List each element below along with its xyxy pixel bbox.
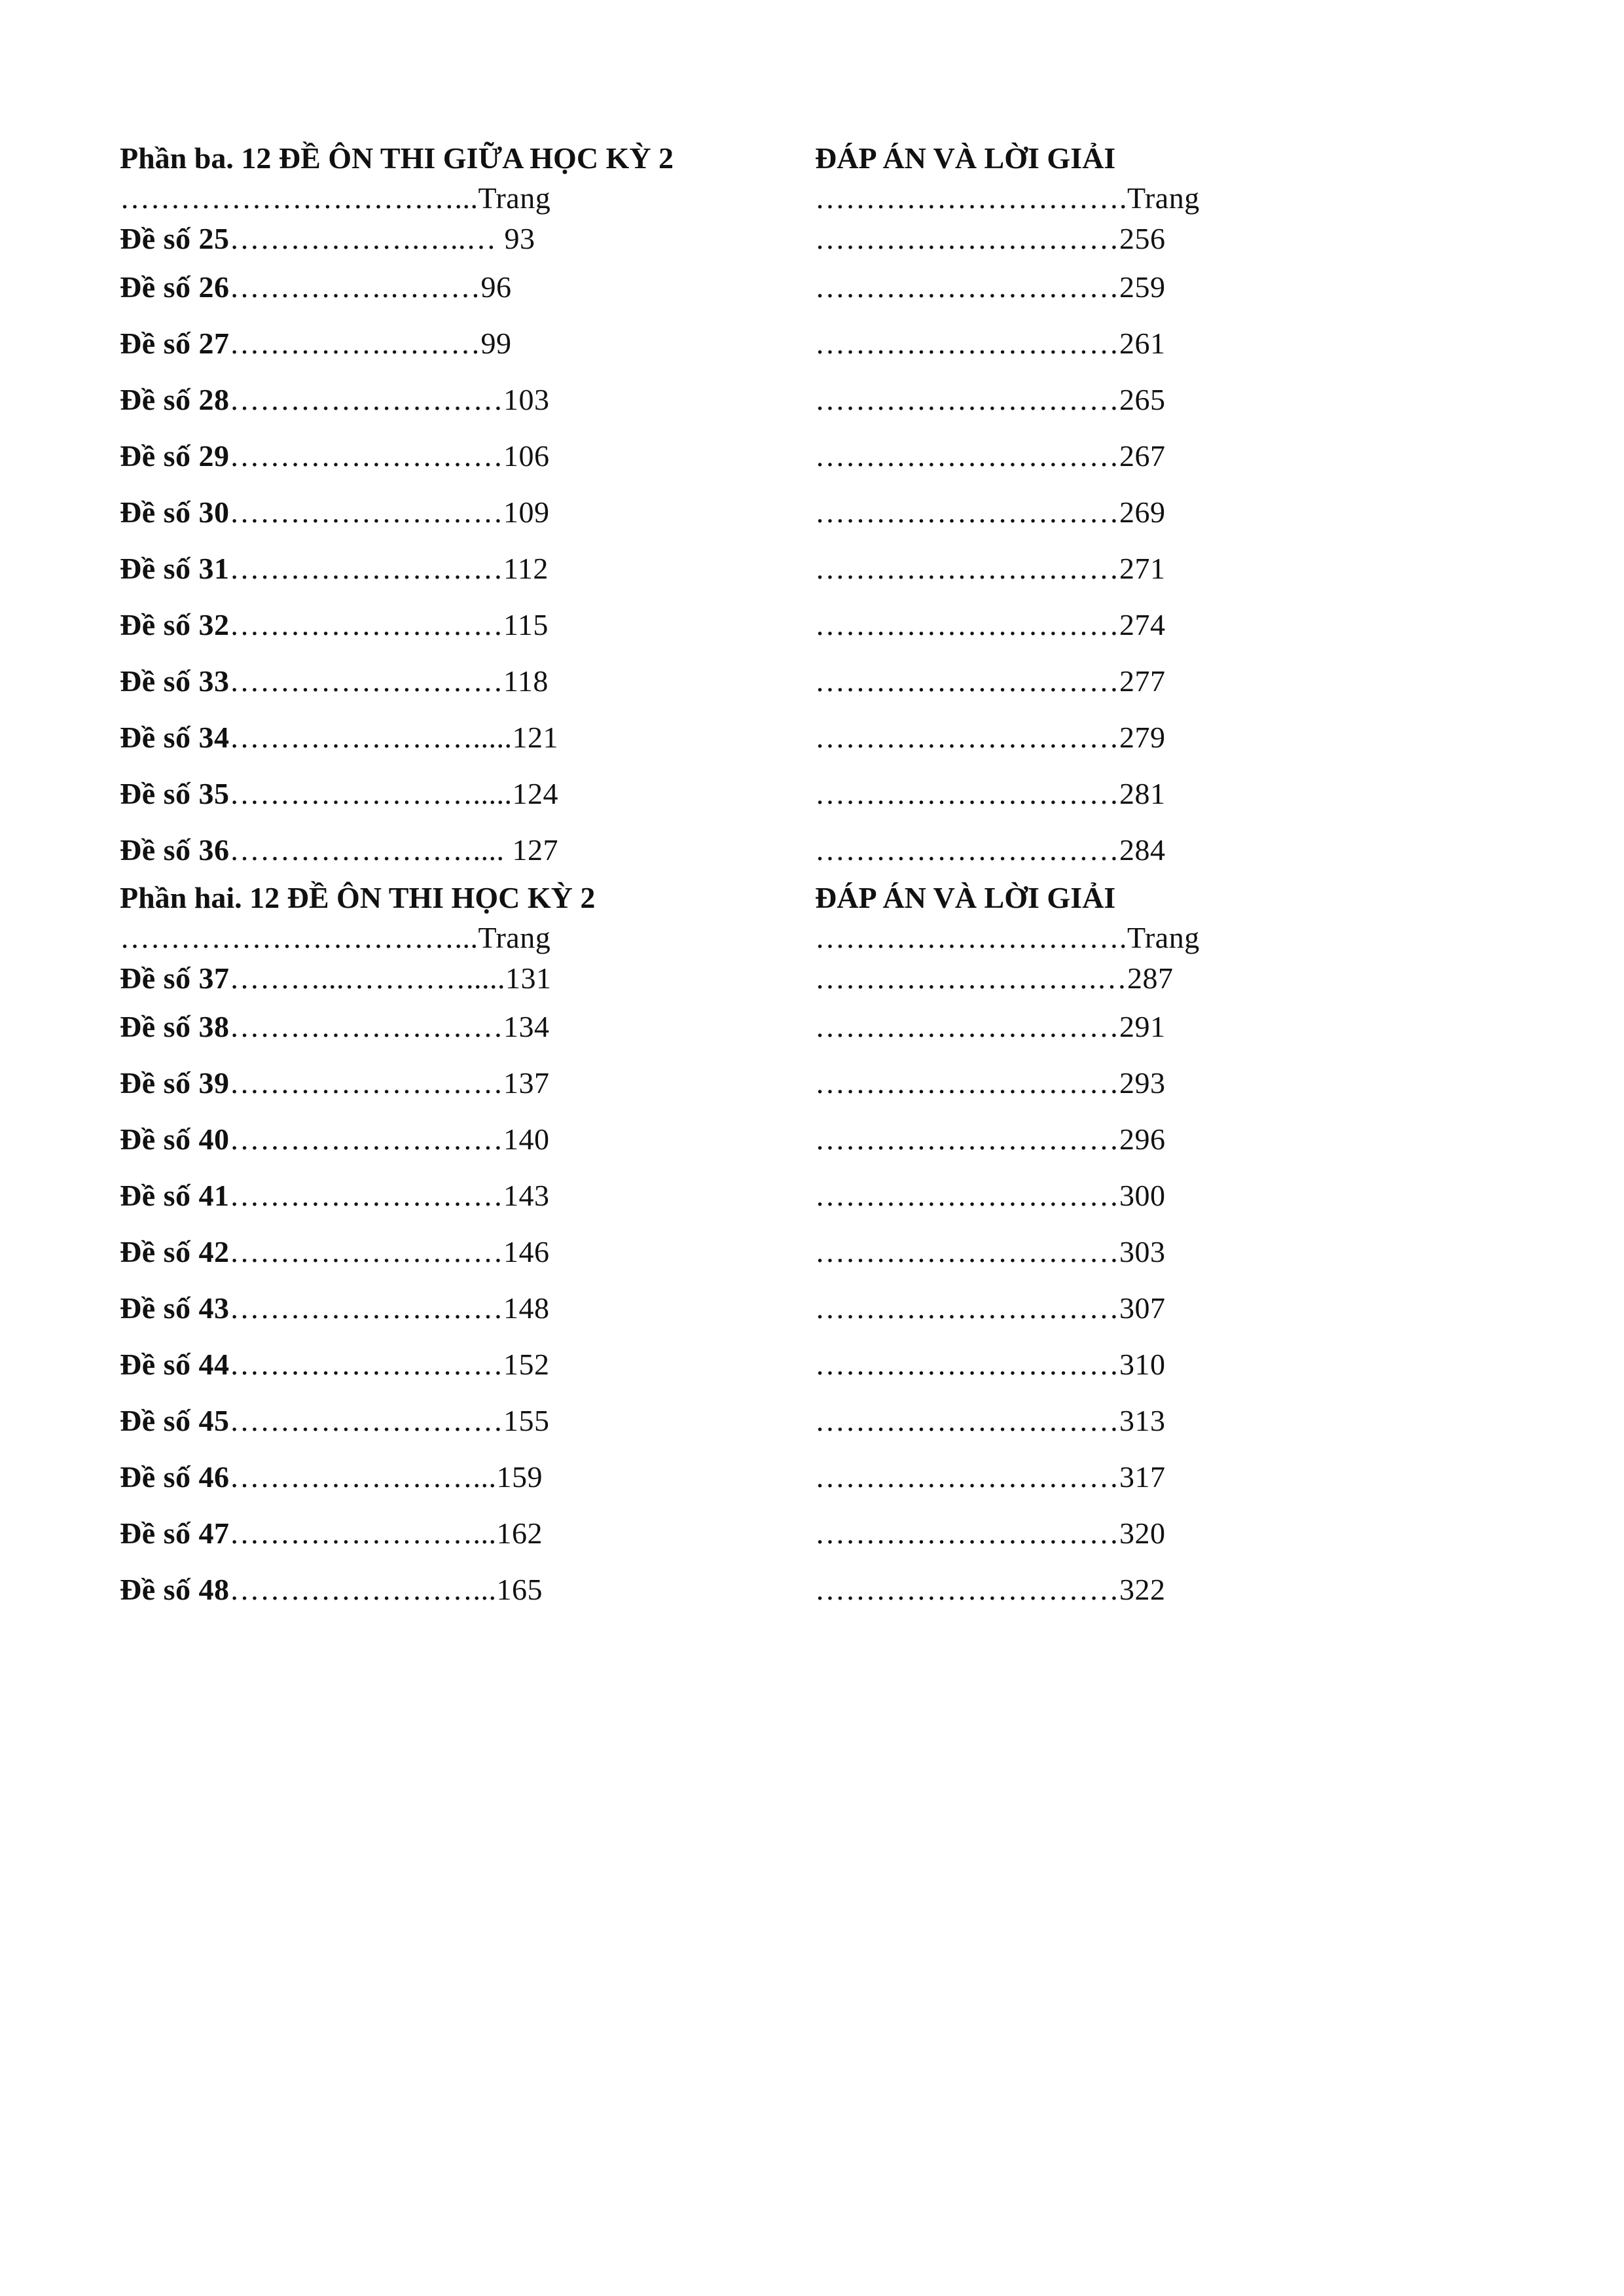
toc-entry [120, 484, 774, 541]
toc-entry [815, 822, 1339, 878]
leader-dots: ………………………… [815, 1010, 1119, 1043]
toc-entry [120, 1336, 774, 1393]
entry-label: Đề số 46 [120, 1460, 230, 1494]
page-number: 148 [503, 1291, 550, 1325]
leader-dots: ………………………… [815, 833, 1119, 867]
entry-label: Đề số 45 [120, 1404, 230, 1437]
leader-dots: ………………………… [815, 327, 1119, 360]
toc-entry [815, 541, 1339, 597]
entry-label: Đề số 25 [120, 222, 230, 255]
leader-dots: ………………………… [815, 1516, 1119, 1550]
toc-entry [815, 1562, 1339, 1618]
page-number: 271 [1119, 552, 1166, 585]
entry-label: Đề số 31 [120, 552, 230, 585]
leader-dots: ……………………... [229, 1460, 497, 1494]
entry-label: Đề số 28 [120, 383, 230, 416]
section-title: ĐÁP ÁN VÀ LỜI GIẢI [815, 881, 1116, 914]
page-number: 256 [1119, 222, 1166, 255]
page-number: 265 [1119, 383, 1166, 416]
entry-label: Đề số 44 [120, 1348, 230, 1381]
leader-dots: ………………………… [815, 777, 1119, 810]
toc-entry [815, 259, 1339, 315]
entry-label: Đề số 40 [120, 1122, 230, 1156]
toc-entry [815, 1505, 1339, 1562]
entry-label: Đề số 35 [120, 777, 230, 810]
leader-dots: ………………………… [815, 664, 1119, 698]
section-page-header: ………………………….Trang [815, 181, 1200, 215]
page-number: 287 [1127, 961, 1174, 995]
toc-entry-list [120, 958, 774, 1618]
toc-entry [120, 958, 774, 999]
leader-dots: …………………….... [229, 833, 513, 867]
page-number: 320 [1119, 1516, 1166, 1550]
entry-label: Đề số 27 [120, 327, 230, 360]
toc-section-phan-ba [120, 139, 774, 878]
page-number: 296 [1119, 1122, 1166, 1156]
leader-dots: ………………………… [815, 439, 1119, 473]
page-number: 115 [503, 608, 549, 641]
leader-dots: ………………………… [815, 608, 1119, 641]
page-number: 146 [503, 1235, 550, 1268]
toc-section-phan-hai [120, 878, 774, 1618]
entry-label: Đề số 43 [120, 1291, 230, 1325]
leader-dots: ………………………… [815, 495, 1119, 529]
section-title: Phần ba. 12 ĐỀ ÔN THI GIỮA HỌC KỲ 2 [120, 141, 674, 175]
entry-label: Đề số 47 [120, 1516, 230, 1550]
toc-entry [815, 372, 1339, 428]
page-number: 121 [512, 721, 559, 754]
leader-dots: ……………………… [229, 383, 504, 416]
toc-entry [120, 259, 774, 315]
page-number: 303 [1119, 1235, 1166, 1268]
toc-entry-list [815, 958, 1339, 1618]
toc-entry [120, 1449, 774, 1505]
toc-entry-list [815, 219, 1339, 878]
toc-entry [815, 315, 1339, 372]
section-page-header: ……………………………...Trang [120, 181, 551, 215]
leader-dots: ……………………….… [815, 961, 1127, 995]
leader-dots: ……………………… [229, 1235, 504, 1268]
page-number: 118 [503, 664, 549, 698]
leader-dots: ………………………… [815, 383, 1119, 416]
entry-label: Đề số 48 [120, 1573, 230, 1606]
page-number: 293 [1119, 1066, 1166, 1100]
section-page-header: ………………………….Trang [815, 921, 1200, 954]
leader-dots: ………………………… [815, 270, 1119, 304]
page-number: 259 [1119, 270, 1166, 304]
page-number: 165 [496, 1573, 543, 1606]
page-number: 152 [503, 1348, 550, 1381]
leader-dots: ………………………… [815, 1235, 1119, 1268]
toc-entry [815, 219, 1339, 259]
page-number: 124 [512, 777, 559, 810]
leader-dots: ………………………… [815, 1404, 1119, 1437]
entry-label: Đề số 39 [120, 1066, 230, 1100]
leader-dots: ………………………… [815, 1122, 1119, 1156]
page-number: 103 [503, 383, 550, 416]
toc-entry [120, 372, 774, 428]
page-number: 131 [505, 961, 552, 995]
toc-entry [120, 541, 774, 597]
toc-entry [815, 1111, 1339, 1168]
page-number: 127 [512, 833, 559, 867]
leader-dots: ……………………… [229, 439, 504, 473]
page-number: 279 [1119, 721, 1166, 754]
page-number: 274 [1119, 608, 1166, 641]
entry-label: Đề số 34 [120, 721, 230, 754]
page-number: 109 [503, 495, 550, 529]
page-number: 134 [503, 1010, 550, 1043]
toc-entry [120, 999, 774, 1055]
toc-section-dap-an-1 [815, 139, 1339, 878]
entry-label: Đề số 32 [120, 608, 230, 641]
entry-label: Đề số 42 [120, 1235, 230, 1268]
entry-label: Đề số 33 [120, 664, 230, 698]
leader-dots: ………………………… [815, 1066, 1119, 1100]
leader-dots: ………………………… [815, 1179, 1119, 1212]
toc-entry [815, 1224, 1339, 1280]
toc-entry [815, 958, 1339, 999]
toc-entry [815, 999, 1339, 1055]
page-number: 310 [1119, 1348, 1166, 1381]
leader-dots: ……………………..... [229, 777, 513, 810]
toc-right-column [815, 139, 1339, 1618]
entry-label: Đề số 30 [120, 495, 230, 529]
page-number: 284 [1119, 833, 1166, 867]
toc-entry [815, 1168, 1339, 1224]
toc-entry [815, 597, 1339, 653]
toc-entry [815, 766, 1339, 822]
leader-dots: …………….……… [229, 270, 481, 304]
page-number: 96 [480, 270, 512, 304]
leader-dots: …………….……… [229, 327, 481, 360]
page-number: 281 [1119, 777, 1166, 810]
toc-entry [120, 1168, 774, 1224]
page-number: 267 [1119, 439, 1166, 473]
section-title: Phần hai. 12 ĐỀ ÔN THI HỌC KỲ 2 [120, 881, 596, 914]
leader-dots: ……………………… [229, 1066, 504, 1100]
toc-entry [815, 709, 1339, 766]
entry-label: Đề số 38 [120, 1010, 230, 1043]
leader-dots: ……………………… [229, 495, 504, 529]
toc-entry [815, 1336, 1339, 1393]
toc-entry [120, 709, 774, 766]
leader-dots: ……………….…..… [229, 222, 505, 255]
leader-dots: ……………………… [229, 608, 504, 641]
entry-label: Đề số 36 [120, 833, 230, 867]
leader-dots: ……………………… [229, 1179, 504, 1212]
page-number: 93 [504, 222, 535, 255]
entry-label: Đề số 29 [120, 439, 230, 473]
page-number: 162 [496, 1516, 543, 1550]
leader-dots: ……………………… [229, 1122, 504, 1156]
toc-entry [120, 1505, 774, 1562]
toc-entry [120, 1562, 774, 1618]
leader-dots: ……………………… [229, 1010, 504, 1043]
page-number: 322 [1119, 1573, 1166, 1606]
leader-dots: ……………………... [229, 1516, 497, 1550]
toc-entry [120, 1280, 774, 1336]
toc-entry [120, 1393, 774, 1449]
page-number: 261 [1119, 327, 1166, 360]
leader-dots: ……………………… [229, 552, 504, 585]
leader-dots: ……………………… [229, 1404, 504, 1437]
page-number: 313 [1119, 1404, 1166, 1437]
toc-entry [120, 822, 774, 878]
toc-entry [815, 1280, 1339, 1336]
page-number: 317 [1119, 1460, 1166, 1494]
toc-entry [120, 428, 774, 484]
toc-entry [120, 1224, 774, 1280]
page-number: 277 [1119, 664, 1166, 698]
toc-entry [120, 1055, 774, 1111]
leader-dots: ………………………… [815, 1460, 1119, 1494]
leader-dots: ………………………… [815, 552, 1119, 585]
page-number: 143 [503, 1179, 550, 1212]
page-number: 159 [496, 1460, 543, 1494]
page-number: 155 [503, 1404, 550, 1437]
entry-label: Đề số 37 [120, 961, 230, 995]
leader-dots: ……………………… [229, 1348, 504, 1381]
leader-dots: ………………………… [815, 222, 1119, 255]
leader-dots: ……………………... [229, 1573, 497, 1606]
page-number: 140 [503, 1122, 550, 1156]
toc-entry [815, 484, 1339, 541]
section-page-header: ……………………………...Trang [120, 921, 551, 954]
leader-dots: ………………………… [815, 1573, 1119, 1606]
toc-section-dap-an-2 [815, 878, 1339, 1618]
leader-dots: ……………………… [229, 664, 504, 698]
toc-entry [120, 766, 774, 822]
entry-label: Đề số 26 [120, 270, 230, 304]
page-number: 99 [480, 327, 512, 360]
toc-entry [120, 653, 774, 709]
page-number: 307 [1119, 1291, 1166, 1325]
leader-dots: ……………………… [229, 1291, 504, 1325]
toc-entry [120, 315, 774, 372]
toc-entry [815, 653, 1339, 709]
leader-dots: ………………………… [815, 721, 1119, 754]
toc-entry [120, 1111, 774, 1168]
toc-left-column [120, 139, 774, 1618]
leader-dots: ………………………… [815, 1348, 1119, 1381]
page-number: 291 [1119, 1010, 1166, 1043]
leader-dots: ………...…………..... [229, 961, 506, 995]
leader-dots: ……………………..... [229, 721, 513, 754]
toc-entry [815, 1449, 1339, 1505]
page-number: 106 [503, 439, 550, 473]
page-number: 269 [1119, 495, 1166, 529]
toc-entry [120, 219, 774, 259]
entry-label: Đề số 41 [120, 1179, 230, 1212]
toc-entry-list [120, 219, 774, 878]
toc-entry [815, 428, 1339, 484]
leader-dots: ………………………… [815, 1291, 1119, 1325]
toc-entry [815, 1055, 1339, 1111]
page-number: 137 [503, 1066, 550, 1100]
toc-entry [120, 597, 774, 653]
section-title: ĐÁP ÁN VÀ LỜI GIẢI [815, 141, 1116, 175]
page-number: 112 [503, 552, 549, 585]
page-number: 300 [1119, 1179, 1166, 1212]
toc-entry [815, 1393, 1339, 1449]
